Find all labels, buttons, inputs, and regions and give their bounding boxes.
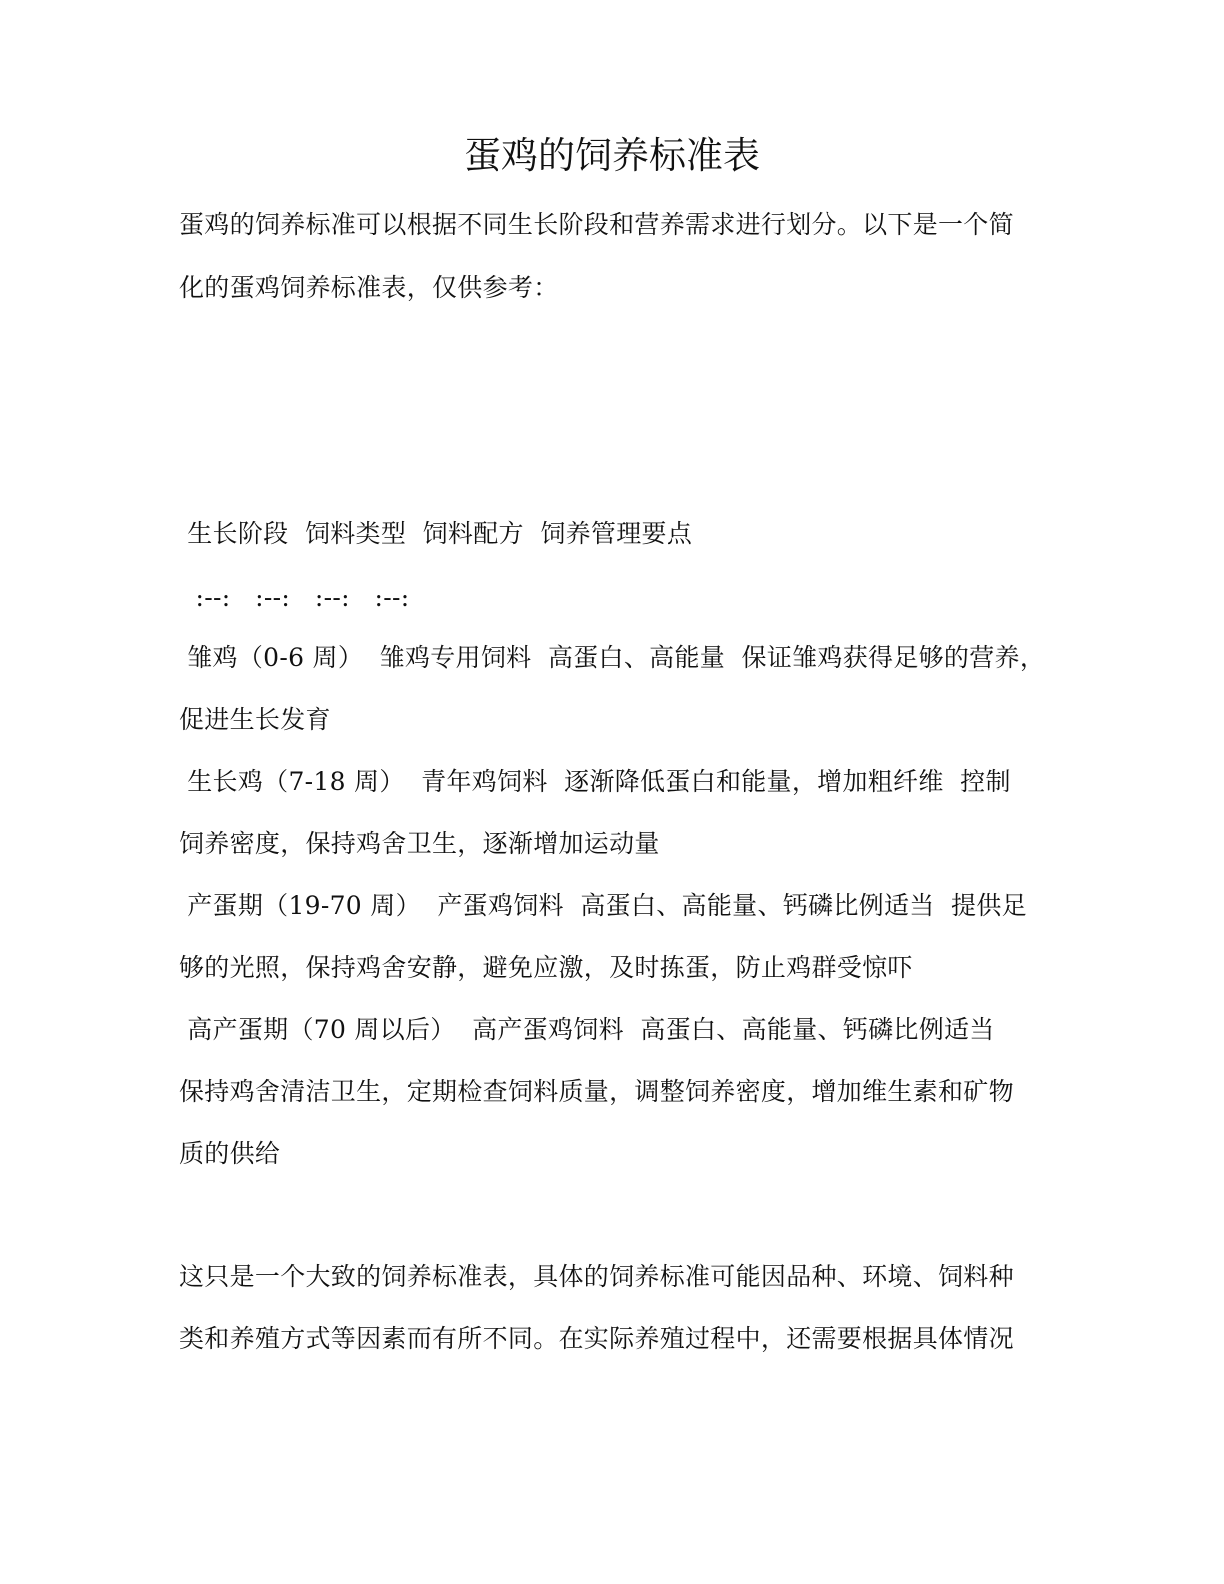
table-row-peak-cont-1: 保持鸡舍清洁卫生，定期检查饲料质量，调整饲养密度，增加维生素和矿物	[179, 1077, 1014, 1106]
table-row-chick: 雏鸡（0-6 周） 雏鸡专用饲料 高蛋白、高能量 保证雏鸡获得足够的营养，	[179, 643, 1046, 672]
table-header-row: 生长阶段 饲料类型 饲料配方 饲养管理要点	[179, 519, 693, 548]
closing-line-1: 这只是一个大致的饲养标准表，具体的饲养标准可能因品种、环境、饲料种	[179, 1262, 1014, 1291]
table-row-peak-cont-2: 质的供给	[179, 1139, 281, 1168]
table-row-laying-cont: 够的光照，保持鸡舍安静，避免应激，及时拣蛋，防止鸡群受惊吓	[179, 953, 913, 982]
table-row-laying: 产蛋期（19-70 周） 产蛋鸡饲料 高蛋白、高能量、钙磷比例适当 提供足	[179, 891, 1027, 920]
table-separator-row: :--: :--: :--: :--:	[179, 583, 410, 612]
intro-line-1: 蛋鸡的饲养标准可以根据不同生长阶段和营养需求进行划分。以下是一个简	[179, 210, 1014, 239]
table-row-peak: 高产蛋期（70 周以后） 高产蛋鸡饲料 高蛋白、高能量、钙磷比例适当	[179, 1015, 995, 1044]
page-title: 蛋鸡的饲养标准表	[464, 134, 760, 177]
table-row-grower: 生长鸡（7-18 周） 青年鸡饲料 逐渐降低蛋白和能量，增加粗纤维 控制	[179, 767, 1011, 796]
table-row-grower-cont: 饲养密度，保持鸡舍卫生，逐渐增加运动量	[179, 829, 660, 858]
table-row-chick-cont: 促进生长发育	[179, 705, 331, 734]
closing-line-2: 类和养殖方式等因素而有所不同。在实际养殖过程中，还需要根据具体情况	[179, 1324, 1014, 1353]
intro-line-2: 化的蛋鸡饲养标准表，仅供参考：	[179, 273, 559, 302]
